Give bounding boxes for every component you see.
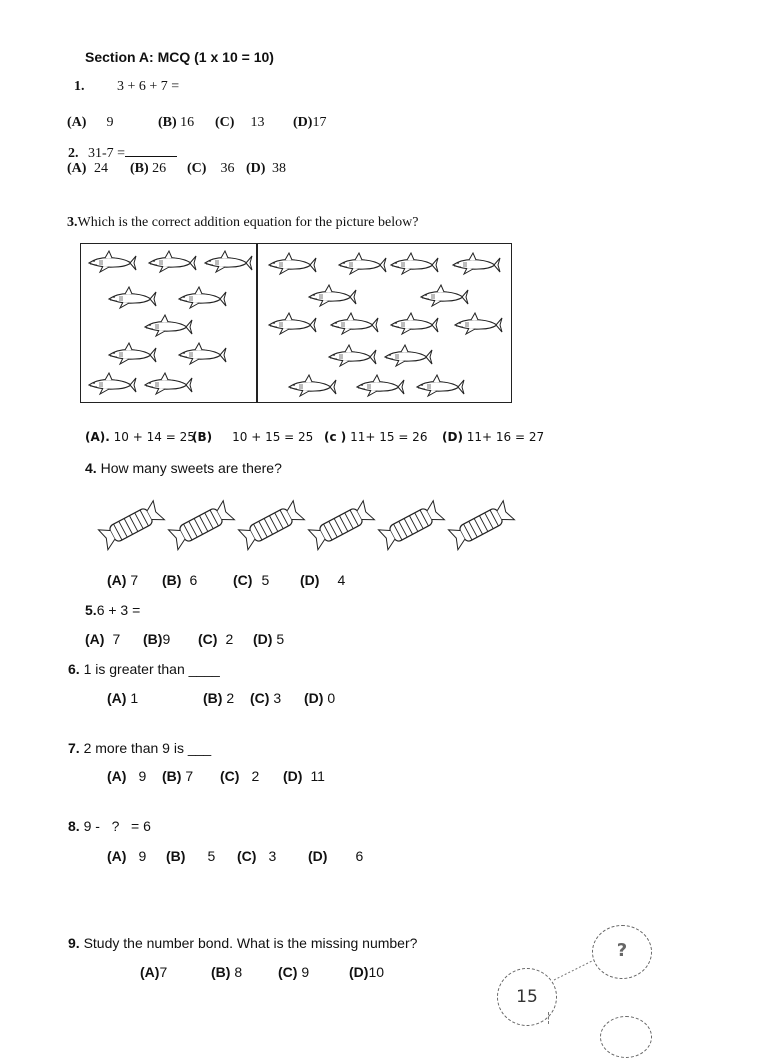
- shark-icon: [381, 344, 433, 368]
- shark-icon: [201, 250, 253, 274]
- q8-line: [68, 818, 151, 834]
- q3-option-c: [324, 430, 427, 444]
- shark-icon: [105, 286, 157, 310]
- q5-option-d-label: (D): [253, 631, 273, 647]
- q8-option-d: [308, 848, 363, 864]
- q7-option-b: [162, 768, 193, 784]
- q2-option-d: [246, 161, 286, 177]
- q6-number: 6.: [68, 661, 80, 677]
- q5-option-c-value: 2: [225, 631, 234, 647]
- q5-option-d: [253, 631, 284, 647]
- shark-icon: [387, 312, 439, 336]
- shark-icon: [327, 312, 379, 336]
- q7-text: 2 more than 9 is ___: [83, 740, 212, 756]
- q7-option-d: [283, 768, 325, 784]
- q1-option-c-value: 13: [250, 115, 265, 130]
- q7-option-c-label: (C): [220, 768, 240, 784]
- q6-option-d-label: (D): [304, 690, 324, 706]
- q1-number: 1.: [74, 79, 85, 94]
- q3-option-d: [442, 430, 544, 444]
- q1-options: [67, 115, 113, 131]
- q6-option-b-label: (B): [203, 690, 223, 706]
- q3-option-a-label: (A).: [85, 430, 110, 444]
- q2-option-b-label: (B): [130, 161, 149, 176]
- q9-option-a: [140, 964, 167, 980]
- q6-option-d-value: 0: [327, 690, 336, 706]
- q4-option-d-label: (D): [300, 572, 320, 588]
- q4-option-d-value: 4: [337, 572, 346, 588]
- q3-option-b-label: (B): [192, 430, 213, 444]
- q4-option-c-label: (C): [233, 572, 253, 588]
- candy-icon: [376, 496, 446, 554]
- q2-option-c: [187, 161, 234, 177]
- section-title: Section A: MCQ (1 x 10 = 10): [85, 49, 274, 65]
- q8-option-b: [166, 848, 215, 864]
- q2-line: [68, 144, 177, 162]
- q5-text: 6 + 3 =: [96, 602, 141, 618]
- q1-option-d-label: (D): [293, 115, 313, 130]
- q1-text: 3 + 6 + 7 =: [117, 79, 180, 94]
- q7-option-a-value: 9: [138, 768, 147, 784]
- shark-icon: [105, 342, 157, 366]
- q7-option-c: [220, 768, 259, 784]
- q1-option-c: [215, 115, 264, 131]
- shark-icon: [265, 312, 317, 336]
- q9-text: Study the number bond. What is the missing number?: [83, 935, 418, 951]
- q7-number: 7.: [68, 740, 80, 756]
- q3-option-b: [192, 430, 313, 444]
- q9-option-d-value: 10: [368, 964, 385, 980]
- q2-option-c-value: 36: [220, 161, 235, 176]
- q9-option-d: [349, 964, 384, 980]
- q4-number: 4.: [85, 460, 97, 476]
- q4-option-b-label: (B): [162, 572, 182, 588]
- q3-option-d-label: (D): [442, 430, 463, 444]
- q2-number: 2.: [68, 146, 79, 161]
- q8-option-d-value: 6: [355, 848, 364, 864]
- bond-connector-2: [548, 1012, 563, 1024]
- answer-blank: [125, 144, 177, 157]
- q8-option-d-label: (D): [308, 848, 328, 864]
- q7-option-c-value: 2: [251, 768, 260, 784]
- shark-icon: [141, 372, 193, 396]
- shark-picture: [80, 243, 512, 403]
- q5-line: [85, 602, 140, 618]
- q3-option-a: [85, 430, 195, 444]
- shark-icon: [387, 252, 439, 276]
- q4-option-a-label: (A): [107, 572, 127, 588]
- candy-icon: [236, 496, 306, 554]
- shark-icon: [353, 374, 405, 398]
- q3-line: [67, 215, 418, 231]
- q1-option-c-label: (C): [215, 115, 235, 130]
- q9-option-b-label: (B): [211, 964, 231, 980]
- shark-icon: [85, 250, 137, 274]
- shark-icon: [305, 284, 357, 308]
- q6-option-a-label: (A): [107, 690, 127, 706]
- q8-option-c: [237, 848, 276, 864]
- picture-divider: [256, 244, 258, 402]
- q9-option-a-label: (A): [140, 964, 160, 980]
- q2-option-d-label: (D): [246, 161, 266, 176]
- q7-option-d-value: 11: [310, 768, 325, 784]
- q9-option-a-value: 7: [159, 964, 168, 980]
- q4-option-b: [162, 572, 197, 588]
- q4-text: How many sweets are there?: [100, 460, 282, 476]
- q3-text: Which is the correct addition equation for the picture below?: [77, 215, 419, 230]
- q3-option-d-value: 11+ 16 = 27: [466, 430, 545, 444]
- q7-option-d-label: (D): [283, 768, 303, 784]
- q4-option-c: [233, 572, 269, 588]
- shark-icon: [451, 312, 503, 336]
- q9-option-b-value: 8: [234, 964, 243, 980]
- shark-icon: [285, 374, 337, 398]
- q8-text: 9 - ? = 6: [83, 818, 151, 834]
- shark-icon: [335, 252, 387, 276]
- shark-icon: [175, 342, 227, 366]
- q6-line: [68, 661, 220, 677]
- q8-number: 8.: [68, 818, 80, 834]
- q7-option-b-label: (B): [162, 768, 182, 784]
- candy-icon: [306, 496, 376, 554]
- q5-option-b-label: (B): [143, 631, 163, 647]
- q1-option-a-value: 9: [106, 115, 114, 130]
- q4-option-a-value: 7: [130, 572, 139, 588]
- q1-option-b-value: 16: [180, 115, 195, 130]
- q5-number: 5.: [85, 602, 97, 618]
- q8-option-a: [107, 848, 146, 864]
- q5-option-d-value: 5: [276, 631, 285, 647]
- q8-option-c-label: (C): [237, 848, 257, 864]
- q6-option-c: [250, 690, 281, 706]
- q7-option-a-label: (A): [107, 768, 127, 784]
- q5-option-b-value: 9: [162, 631, 171, 647]
- q9-option-c-label: (C): [278, 964, 298, 980]
- q2-option-b: [130, 161, 166, 177]
- q2-option-d-value: 38: [271, 161, 286, 176]
- candy-icon: [96, 496, 166, 554]
- q8-option-b-label: (B): [166, 848, 186, 864]
- q6-option-d: [304, 690, 335, 706]
- bond-part-value: ?: [616, 940, 628, 961]
- q6-option-c-label: (C): [250, 690, 270, 706]
- candy-icon: [446, 496, 516, 554]
- q3-option-a-value: 10 + 14 = 25: [113, 430, 195, 444]
- q7-option-b-value: 7: [185, 768, 194, 784]
- q9-line: [68, 935, 417, 951]
- q1-option-a-label: (A): [67, 115, 87, 130]
- q9-option-c-value: 9: [301, 964, 310, 980]
- q9-option-b: [211, 964, 242, 980]
- bond-part-circle: [592, 925, 652, 979]
- q4-option-a: [107, 572, 138, 588]
- q6-text: 1 is greater than ____: [83, 661, 220, 677]
- q6-option-c-value: 3: [273, 690, 282, 706]
- q2-option-a-value: 24: [93, 161, 108, 176]
- q1-option-d: [293, 115, 326, 131]
- shark-icon: [141, 314, 193, 338]
- shark-icon: [325, 344, 377, 368]
- q9-option-d-label: (D): [349, 964, 369, 980]
- bond-whole-value: 15: [516, 987, 538, 1007]
- q9-number: 9.: [68, 935, 80, 951]
- q5-option-c-label: (C): [198, 631, 218, 647]
- q3-option-c-label: (c ): [324, 430, 347, 444]
- q5-option-c: [198, 631, 233, 647]
- q5-option-a-label: (A): [85, 631, 105, 647]
- q5-option-a-value: 7: [112, 631, 121, 647]
- bond-part-circle-2: [600, 1016, 652, 1058]
- q3-number: 3.: [67, 215, 78, 230]
- q8-option-a-label: (A): [107, 848, 127, 864]
- q4-option-b-value: 6: [189, 572, 198, 588]
- q4-line: [85, 460, 282, 476]
- q5-option-b: [143, 631, 170, 647]
- q7-option-a: [107, 768, 146, 784]
- q2-option-a-label: (A): [67, 161, 87, 176]
- q1-option-b-label: (B): [158, 115, 177, 130]
- q8-option-a-value: 9: [138, 848, 147, 864]
- shark-icon: [417, 284, 469, 308]
- q6-option-b: [203, 690, 234, 706]
- q4-option-d: [300, 572, 345, 588]
- shark-icon: [265, 252, 317, 276]
- q8-option-c-value: 3: [268, 848, 277, 864]
- shark-icon: [413, 374, 465, 398]
- q6-option-a: [107, 690, 138, 706]
- q5-option-a: [85, 631, 120, 647]
- q9-option-c: [278, 964, 309, 980]
- shark-icon: [85, 372, 137, 396]
- q8-option-b-value: 5: [207, 848, 216, 864]
- q4-option-c-value: 5: [261, 572, 270, 588]
- shark-icon: [449, 252, 501, 276]
- q7-line: [68, 740, 211, 756]
- q2-text: 31-7 =: [88, 146, 126, 161]
- shark-icon: [175, 286, 227, 310]
- q1-option-b: [158, 115, 194, 131]
- candy-icon: [166, 496, 236, 554]
- q2-option-c-label: (C): [187, 161, 207, 176]
- q2-option-b-value: 26: [152, 161, 167, 176]
- q1-option-d-value: 17: [312, 115, 327, 130]
- q3-option-b-value: 10 + 15 = 25: [232, 430, 314, 444]
- q3-option-c-value: 11+ 15 = 26: [350, 430, 428, 444]
- shark-icon: [145, 250, 197, 274]
- q2-option-a: [67, 161, 108, 177]
- q6-option-b-value: 2: [226, 690, 235, 706]
- q6-option-a-value: 1: [130, 690, 139, 706]
